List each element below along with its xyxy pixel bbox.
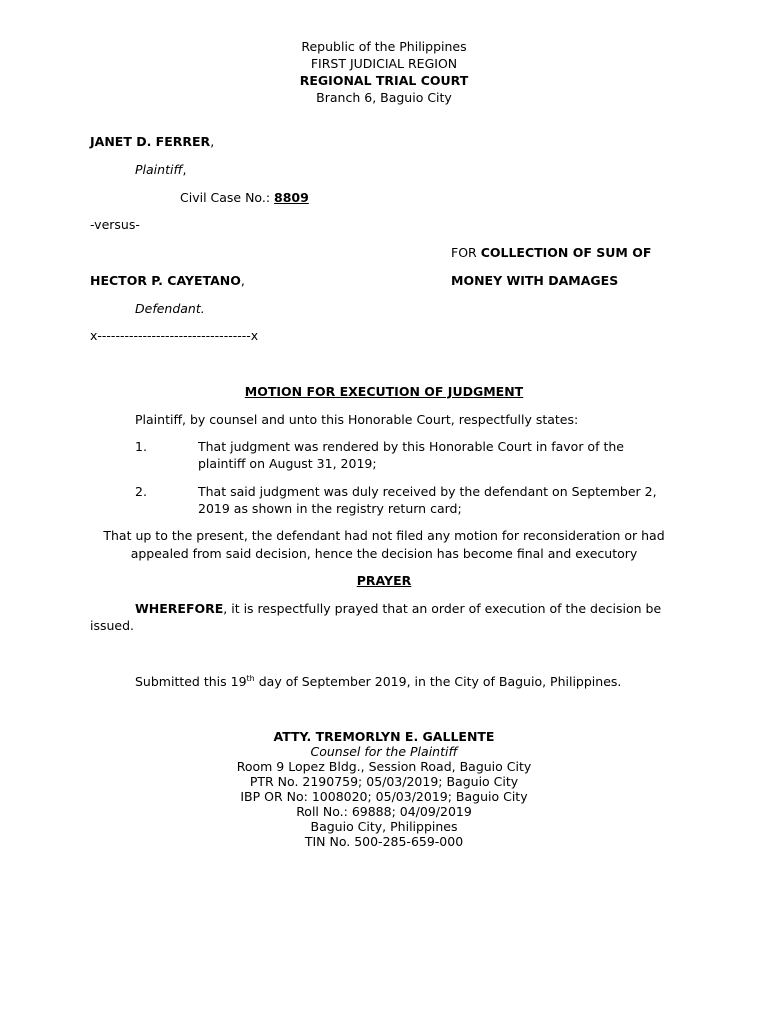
defendant-name-line (90, 273, 245, 288)
header-judicial-region: FIRST JUDICIAL REGION (310, 56, 458, 71)
item-1-number: 1. (135, 439, 147, 454)
plaintiff-label-comma: , (182, 162, 187, 177)
counsel-role: Counsel for the Plaintiff (310, 744, 458, 759)
final-statement-line2: appealed from said decision, hence the decision has become final and executory (130, 546, 638, 561)
submitted-pre: Submitted this 19 (135, 674, 247, 689)
versus-text: -versus- (90, 217, 140, 232)
plaintiff-label: Plaintiff (135, 162, 183, 177)
header-branch: Branch 6, Baguio City (316, 90, 452, 105)
case-nature-line1 (451, 245, 651, 260)
plaintiff-name-line (90, 134, 214, 149)
intro-paragraph: Plaintiff, by counsel and unto this Honorable Court, respectfully states: (135, 412, 579, 427)
motion-title (0, 384, 768, 399)
civil-case-line (180, 190, 309, 205)
defendant-label: Defendant. (135, 301, 205, 316)
case-nature-line2: MONEY WITH DAMAGES (451, 273, 619, 288)
final-statement-line1: That up to the present, the defendant had not filed any motion for reconsideration or had (103, 528, 665, 543)
defendant-name: HECTOR P. CAYETANO (90, 273, 241, 288)
header-republic: Republic of the Philippines (301, 39, 467, 54)
item-1-line2: plaintiff on August 31, 2019; (198, 456, 377, 471)
plaintiff-comma: , (210, 134, 215, 149)
defendant-comma: , (240, 273, 245, 288)
item-2-line2: 2019 as shown in the registry return card; (198, 501, 462, 516)
caption-separator: x----------------------------------x (90, 328, 259, 343)
for-text: FOR (451, 245, 481, 260)
civil-case-label: Civil Case No.: (180, 190, 275, 205)
counsel-roll: Roll No.: 69888; 04/09/2019 (296, 804, 472, 819)
counsel-ibp: IBP OR No: 1008020; 05/03/2019; Baguio City (240, 789, 528, 804)
counsel-ptr: PTR No. 2190759; 05/03/2019; Baguio City (249, 774, 519, 789)
submitted-sup: th (246, 673, 255, 683)
item-1-line1: That judgment was rendered by this Honorable Court in favor of the (198, 439, 624, 454)
prayer-line2: issued. (90, 618, 135, 633)
header-court: REGIONAL TRIAL COURT (299, 73, 469, 88)
submitted-line (135, 674, 621, 689)
plaintiff-label-line (135, 162, 186, 177)
case-nature-text1: COLLECTION OF SUM OF (480, 245, 652, 260)
plaintiff-name: JANET D. FERRER (90, 134, 211, 149)
prayer-line1 (135, 601, 661, 616)
motion-title-text: MOTION FOR EXECUTION OF JUDGMENT (244, 384, 524, 399)
prayer-line1-rest: , it is respectfully prayed that an order of execution of the decision be (223, 601, 662, 616)
prayer-heading (0, 573, 768, 588)
counsel-name: ATTY. TREMORLYN E. GALLENTE (273, 729, 495, 744)
counsel-city: Baguio City, Philippines (310, 819, 458, 834)
item-2-number: 2. (135, 484, 147, 499)
counsel-address: Room 9 Lopez Bldg., Session Road, Baguio City (236, 759, 532, 774)
submitted-post: day of September 2019, in the City of Baguio, Philippines. (254, 674, 622, 689)
counsel-tin: TIN No. 500-285-659-000 (304, 834, 464, 849)
item-2-line1: That said judgment was duly received by the defendant on September 2, (198, 484, 657, 499)
prayer-heading-text: PRAYER (356, 573, 412, 588)
prayer-wherefore: WHEREFORE (135, 601, 224, 616)
civil-case-number: 8809 (274, 190, 309, 205)
